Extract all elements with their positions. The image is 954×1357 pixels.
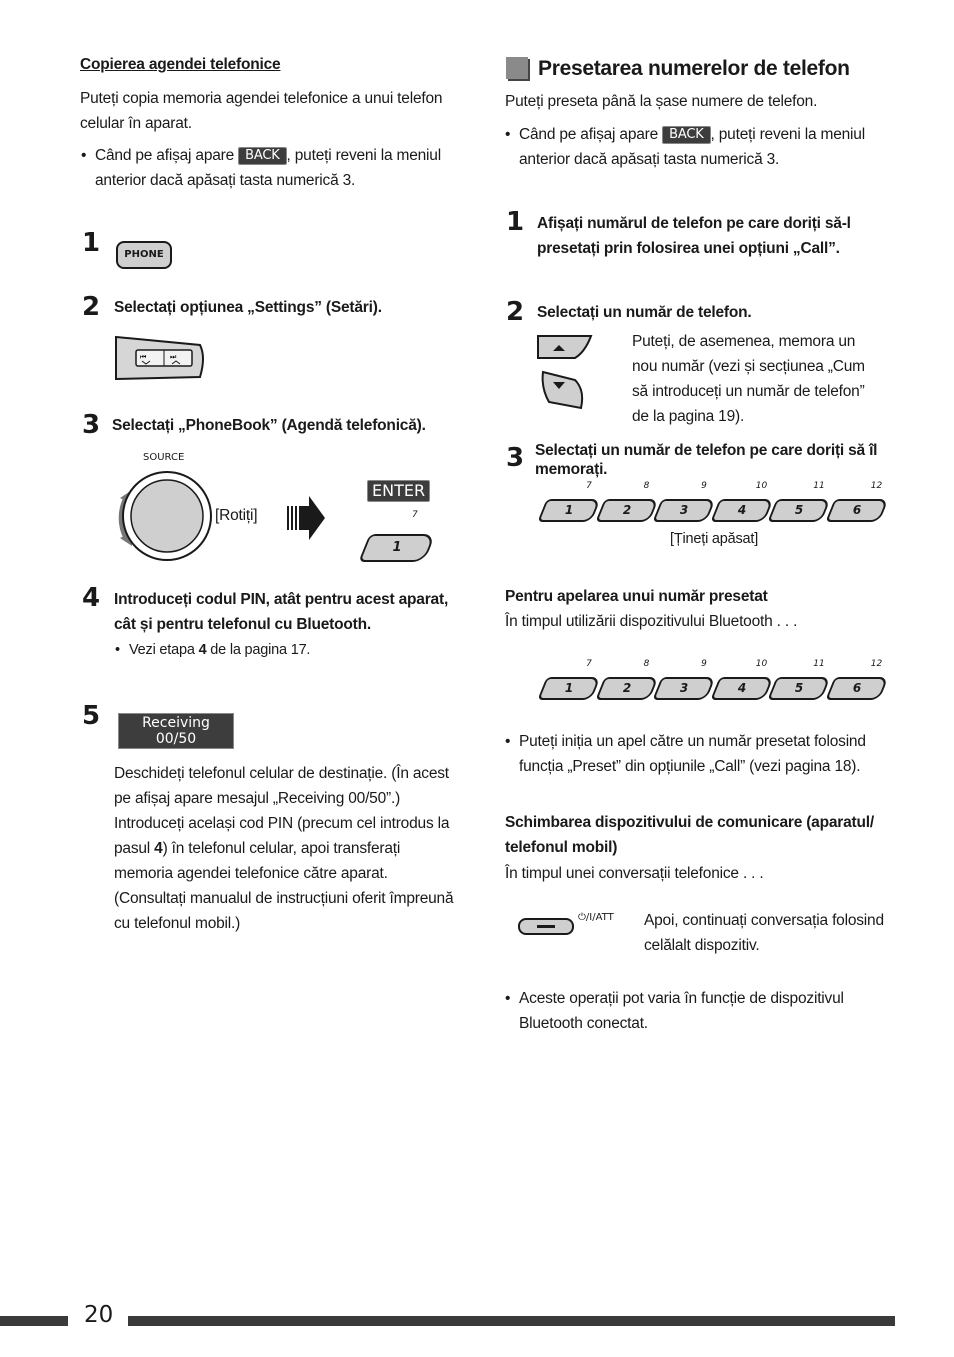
preset-button-label: 3 — [679, 503, 689, 517]
step-number: 3 — [506, 443, 525, 473]
receiving-display — [118, 713, 234, 749]
preset-button-label: 5 — [794, 503, 804, 517]
step-3-text: Selectați „PhoneBook” (Agendă telefonică). — [112, 417, 426, 434]
right-intro: Puteți preseta până la șase numere de telefon. — [505, 93, 818, 110]
intro-text: Puteți copia memoria agendei telefonice a unui telefon celular în aparat. — [80, 90, 443, 132]
footer-bar-right — [128, 1316, 895, 1326]
preset-button-label: 1 — [564, 681, 574, 695]
sub-text-b: de la pagina 17. — [206, 642, 311, 658]
preset-buttons-row — [540, 481, 885, 523]
preset-key-label: 1 — [392, 540, 402, 555]
call-preset-title: Pentru apelarea unui număr presetat — [505, 588, 768, 605]
sub-bold: 4 — [198, 642, 207, 658]
preset-key-1[interactable] — [358, 534, 435, 562]
preset-top-label: 8 — [643, 659, 650, 669]
footer-bar-left — [0, 1316, 68, 1326]
preset-button[interactable] — [595, 499, 658, 522]
heading-square-icon — [506, 57, 528, 79]
up-down-buttons-icon[interactable] — [535, 332, 595, 412]
preset-button-label: 6 — [852, 503, 861, 517]
step-number: 3 — [82, 410, 101, 440]
skip-buttons-icon[interactable] — [114, 333, 206, 383]
phone-button[interactable]: PHONE — [116, 241, 172, 269]
page-number: 20 — [84, 1302, 114, 1328]
final-note — [519, 986, 879, 1036]
display-line1: Receiving — [142, 715, 210, 731]
preset-button-label: 4 — [737, 503, 746, 517]
preset-top-label: 9 — [701, 481, 707, 491]
enter-label: ENTER — [367, 480, 430, 502]
preset-top-label: 11 — [813, 481, 825, 491]
preset-button[interactable] — [825, 677, 888, 700]
switch-device-sub: În timpul unei conversații telefonice . . . — [505, 865, 764, 882]
switch-device-title: Schimbarea dispozitivului de comunicare (aparatul/ telefonul mobil) — [505, 814, 874, 856]
preset-top-label: 7 — [586, 481, 592, 491]
section-title-copy-phonebook: Copierea agendei telefonice — [80, 56, 281, 73]
preset-top-label: 12 — [870, 481, 883, 491]
preset-button[interactable] — [710, 499, 773, 522]
preset-button-label: 2 — [622, 681, 631, 695]
preset-buttons-row — [540, 659, 885, 701]
step-4-sub — [129, 638, 310, 663]
back-display-label: BACK — [662, 126, 710, 144]
preset-top-label: 11 — [813, 659, 825, 669]
preset-top-label: 9 — [701, 659, 707, 669]
preset-button-label: 2 — [622, 503, 631, 517]
step-number: 1 — [506, 207, 525, 237]
preset-button[interactable] — [595, 677, 658, 700]
key-top-label: 7 — [412, 510, 418, 520]
enter-display — [367, 480, 430, 502]
call-preset-sub: În timpul utilizării dispozitivului Bluetooth . . . — [505, 613, 798, 630]
heading-preset-numbers: Presetarea numerelor de telefon — [538, 57, 850, 80]
preset-button[interactable] — [710, 677, 773, 700]
rotate-label: [Rotiți] — [215, 507, 258, 524]
preset-button-label: 4 — [737, 681, 746, 695]
preset-top-label: 12 — [870, 659, 883, 669]
att-label: ⏻/I/ATT — [578, 912, 614, 923]
call-note-text: Puteți iniția un apel către un număr presetat folosind funcția „Preset” din opțiunile „Call” (vezi pagina 18). — [519, 733, 866, 775]
att-button-icon[interactable] — [517, 915, 577, 937]
switch-device-note: Apoi, continuați conversația folosind celălalt dispozitiv. — [644, 912, 884, 954]
step-number: 4 — [82, 583, 101, 613]
step-number: 1 — [82, 228, 101, 258]
step-5-paragraph — [114, 761, 459, 936]
preset-button[interactable] — [767, 677, 830, 700]
preset-button-label: 3 — [679, 681, 689, 695]
step-number: 2 — [82, 292, 101, 322]
preset-top-label: 10 — [755, 659, 768, 669]
preset-top-label: 10 — [755, 481, 768, 491]
para-bold: 4 — [154, 840, 163, 857]
back-note-text-b: , puteți reveni la meniul anterior dacă apăsați tasta numerică 3. — [95, 147, 441, 189]
display-line2: 00/50 — [155, 731, 197, 747]
preset-button[interactable] — [537, 499, 600, 522]
preset-button[interactable] — [652, 677, 715, 700]
preset-button[interactable] — [537, 677, 600, 700]
para-b: ) în telefonul celular, apoi transferați memoria agendei telefonice către aparat. (Consultați manualul de instrucțiuni oferit împreună cu telefonul mobil.) — [114, 840, 454, 932]
preset-button[interactable] — [825, 499, 888, 522]
right-step-2-note: Puteți, de asemenea, memora un nou număr (vezi și secțiunea „Cum să introduceți un număr de telefon” de la pagina 19). — [632, 333, 865, 425]
svg-text:⏭: ⏭ — [170, 353, 177, 361]
right-step-3-text: Selectați un număr de telefon pe care doriți să îl memorați. — [535, 442, 878, 478]
para-a: Deschideți telefonul celular de destinație. (În acest pe afișaj apare mesajul „Receiving 00/50”.) Introduceți același cod PIN (precum cel introdus la pasul — [114, 765, 450, 857]
preset-button[interactable] — [652, 499, 715, 522]
svg-text:⏮: ⏮ — [140, 353, 147, 361]
call-preset-note — [519, 729, 879, 779]
step-2-text: Selectați opțiunea „Settings” (Setări). — [114, 299, 382, 316]
step-number: 2 — [506, 297, 525, 327]
preset-top-label: 8 — [643, 481, 650, 491]
final-note-text: Aceste operații pot varia în funcție de dispozitivul Bluetooth conectat. — [519, 990, 844, 1032]
arrow-right-icon — [287, 496, 327, 540]
back-note — [95, 143, 475, 193]
right-step-1-text: Afișați numărul de telefon pe care doriți să-l presetați prin folosirea unei opțiuni „Call”. — [537, 215, 851, 257]
hold-label: [Țineți apăsat] — [670, 531, 759, 547]
preset-top-label: 7 — [586, 659, 592, 669]
step-number: 5 — [82, 701, 101, 731]
preset-button-label: 5 — [794, 681, 804, 695]
sub-text-a: Vezi etapa — [129, 642, 199, 658]
preset-button-label: 6 — [852, 681, 861, 695]
right-back-note — [519, 122, 899, 172]
back-note-text-b: , puteți reveni la meniul anterior dacă apăsați tasta numerică 3. — [519, 126, 865, 168]
back-note-text-a: Când pe afișaj apare — [95, 147, 235, 164]
right-step-2-text: Selectați un număr de telefon. — [537, 304, 752, 321]
preset-button-label: 1 — [564, 503, 574, 517]
step-4-text: Introduceți codul PIN, atât pentru acest aparat, cât și pentru telefonul cu Bluetooth. — [114, 591, 449, 633]
back-note-text-a: Când pe afișaj apare — [519, 126, 659, 143]
source-label: SOURCE — [143, 452, 185, 463]
preset-button[interactable] — [767, 499, 830, 522]
source-knob-icon[interactable] — [112, 468, 212, 566]
back-display-label: BACK — [238, 147, 286, 165]
